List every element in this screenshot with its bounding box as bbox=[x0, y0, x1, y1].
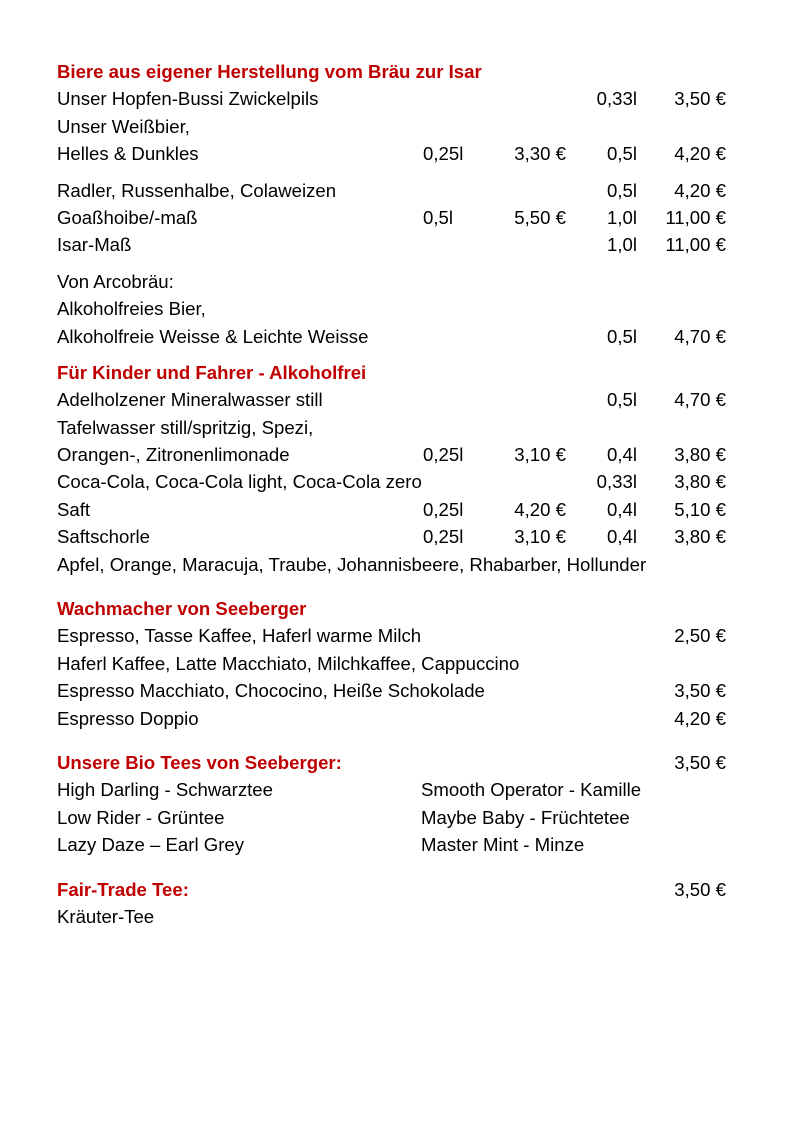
tea-right: Master Mint - Minze bbox=[421, 834, 585, 856]
spacer bbox=[57, 259, 737, 268]
item-volume-large: 0,5l bbox=[607, 325, 637, 347]
item-price-large: 4,70 € bbox=[674, 325, 726, 347]
item-name: Isar-Maß bbox=[57, 234, 132, 256]
menu-row bbox=[57, 323, 737, 350]
spacer bbox=[57, 350, 737, 359]
menu-row bbox=[57, 523, 737, 550]
menu-row bbox=[57, 496, 737, 523]
tea-left: High Darling - Schwarztee bbox=[57, 779, 273, 801]
section-heading-fair-tea bbox=[57, 876, 737, 903]
item-price-large: 3,80 € bbox=[674, 444, 726, 466]
tea-row bbox=[57, 831, 737, 858]
item-volume-small: 0,25l bbox=[423, 444, 464, 466]
section-title: Wachmacher von Seeberger bbox=[57, 598, 307, 620]
menu-row bbox=[57, 441, 737, 468]
menu-row bbox=[57, 903, 737, 930]
item-name: Haferl Kaffee, Latte Macchiato, Milchkaffee, Cappuccino bbox=[57, 652, 520, 674]
section-price: 3,50 € bbox=[674, 878, 726, 900]
section-heading-kids bbox=[57, 359, 737, 386]
item-name: Alkoholfreie Weisse & Leichte Weisse bbox=[57, 325, 369, 347]
item-volume-large: 0,4l bbox=[607, 526, 637, 548]
item-volume-small: 0,25l bbox=[423, 526, 464, 548]
menu-row bbox=[57, 650, 737, 677]
spacer bbox=[57, 168, 737, 177]
item-name: Alkoholfreies Bier, bbox=[57, 298, 206, 320]
menu-row bbox=[57, 268, 737, 295]
item-volume-large: 0,4l bbox=[607, 498, 637, 520]
spacer bbox=[57, 578, 737, 595]
item-price-small: 3,30 € bbox=[514, 143, 566, 165]
item-volume-large: 0,33l bbox=[596, 88, 637, 110]
item-name: Kräuter-Tee bbox=[57, 905, 155, 927]
item-name: Goaßhoibe/-maß bbox=[57, 206, 198, 228]
item-name: Orangen-, Zitronenlimonade bbox=[57, 444, 290, 466]
item-price-large: 3,50 € bbox=[674, 88, 726, 110]
item-name: Espresso Macchiato, Chococino, Heiße Schokolade bbox=[57, 680, 485, 702]
menu-row bbox=[57, 113, 737, 140]
item-name: Apfel, Orange, Maracuja, Traube, Johannisbeere, Rhabarber, Hollunder bbox=[57, 553, 647, 575]
item-name: Radler, Russenhalbe, Colaweizen bbox=[57, 179, 337, 201]
item-name: Saft bbox=[57, 498, 91, 520]
item-price-small: 3,10 € bbox=[514, 526, 566, 548]
drinks-menu-page bbox=[57, 58, 737, 930]
section-title: Fair-Trade Tee: bbox=[57, 878, 189, 900]
item-price: 4,20 € bbox=[674, 707, 726, 729]
item-name: Espresso Doppio bbox=[57, 707, 199, 729]
item-name: Espresso, Tasse Kaffee, Haferl warme Milch bbox=[57, 625, 422, 647]
item-price-small: 3,10 € bbox=[514, 444, 566, 466]
menu-row bbox=[57, 468, 737, 495]
menu-row bbox=[57, 85, 737, 112]
spacer bbox=[57, 732, 737, 749]
item-volume-large: 0,5l bbox=[607, 389, 637, 411]
item-volume-large: 0,4l bbox=[607, 444, 637, 466]
section-title: Unsere Bio Tees von Seeberger: bbox=[57, 751, 342, 773]
tea-right: Smooth Operator - Kamille bbox=[421, 779, 642, 801]
menu-row bbox=[57, 705, 737, 732]
menu-row bbox=[57, 140, 737, 167]
section-heading-beer bbox=[57, 58, 737, 85]
menu-row bbox=[57, 622, 737, 649]
tea-left: Lazy Daze – Earl Grey bbox=[57, 834, 245, 856]
item-name: Von Arcobräu: bbox=[57, 270, 174, 292]
item-price-large: 5,10 € bbox=[674, 498, 726, 520]
item-price-large: 3,80 € bbox=[674, 526, 726, 548]
item-price-large: 4,20 € bbox=[674, 179, 726, 201]
section-heading-coffee bbox=[57, 595, 737, 622]
item-name: Helles & Dunkles bbox=[57, 143, 199, 165]
menu-row bbox=[57, 295, 737, 322]
menu-row bbox=[57, 231, 737, 258]
item-name: Saftschorle bbox=[57, 526, 151, 548]
item-price-large: 3,80 € bbox=[674, 471, 726, 493]
item-volume-small: 0,25l bbox=[423, 143, 464, 165]
item-price-small: 5,50 € bbox=[514, 206, 566, 228]
section-price: 3,50 € bbox=[674, 751, 726, 773]
item-price-small: 4,20 € bbox=[514, 498, 566, 520]
item-volume-large: 1,0l bbox=[607, 206, 637, 228]
section-title: Biere aus eigener Herstellung vom Bräu zur Isar bbox=[57, 61, 482, 82]
item-volume-small: 0,25l bbox=[423, 498, 464, 520]
menu-row bbox=[57, 177, 737, 204]
item-volume-large: 0,33l bbox=[596, 471, 637, 493]
item-price-large: 4,20 € bbox=[674, 143, 726, 165]
tea-row bbox=[57, 804, 737, 831]
item-volume-large: 0,5l bbox=[607, 143, 637, 165]
item-price-large: 4,70 € bbox=[674, 389, 726, 411]
item-volume-large: 0,5l bbox=[607, 179, 637, 201]
tea-row bbox=[57, 776, 737, 803]
menu-row bbox=[57, 204, 737, 231]
tea-left: Low Rider - Grüntee bbox=[57, 806, 225, 828]
item-price: 3,50 € bbox=[674, 680, 726, 702]
tea-right: Maybe Baby - Früchtetee bbox=[421, 806, 630, 828]
item-name: Adelholzener Mineralwasser still bbox=[57, 389, 323, 411]
item-name: Unser Weißbier, bbox=[57, 115, 190, 137]
menu-row bbox=[57, 414, 737, 441]
item-price-large: 11,00 € bbox=[665, 206, 726, 228]
item-name: Coca-Cola, Coca-Cola light, Coca-Cola zero bbox=[57, 471, 422, 493]
spacer bbox=[57, 859, 737, 876]
item-name: Tafelwasser still/spritzig, Spezi, bbox=[57, 416, 314, 438]
item-price-large: 11,00 € bbox=[665, 234, 726, 256]
menu-row bbox=[57, 677, 737, 704]
menu-row bbox=[57, 386, 737, 413]
item-volume-large: 1,0l bbox=[607, 234, 637, 256]
item-name: Unser Hopfen-Bussi Zwickelpils bbox=[57, 88, 319, 110]
section-heading-bio-tea bbox=[57, 749, 737, 776]
section-title: Für Kinder und Fahrer - Alkoholfrei bbox=[57, 361, 367, 383]
item-volume-small: 0,5l bbox=[423, 206, 453, 228]
item-price: 2,50 € bbox=[674, 625, 726, 647]
menu-row bbox=[57, 551, 737, 578]
